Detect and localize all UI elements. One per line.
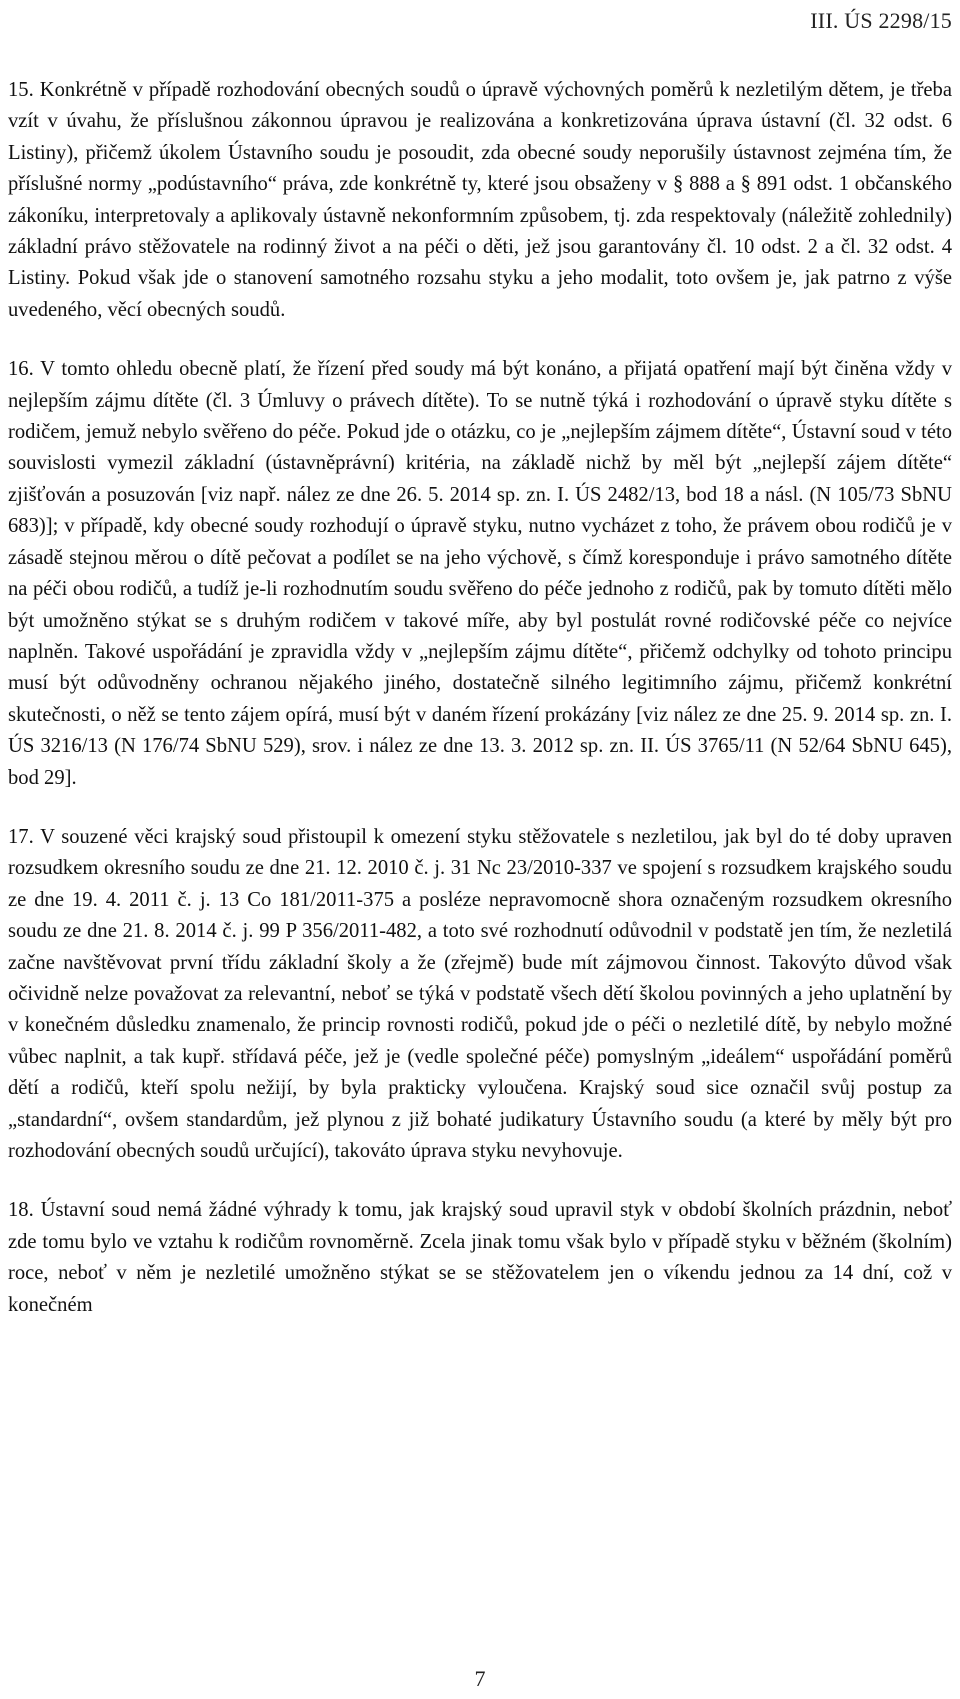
paragraph-number: 15.: [8, 79, 34, 101]
paragraph-text: V souzené věci krajský soud přistoupil k omezení styku stěžovatele s nezletilou, jak byl do té doby upraven rozsudkem okresního soudu ze dne 21. 12. 2010 č. j. 31 Nc 23/2010-337 ve spojení s rozsudkem krajského soudu ze dne 19. 4. 2011 č. j. 13 Co 181/2011-375 a posléze nepravomocně shora označeným rozsudkem okresního soudu ze dne 21. 8. 2014 č. j. 99 P 356/2011-482, a toto své rozhodnutí odůvodnil v podstatě jen tím, že nezletilá začne navštěvovat první třídu základní školy a že (zřejmě) bude mít zájmovou činnost. Takovýto důvod však očividně nelze považovat za relevantní, neboť se týká v podstatě všech dětí školou povinných a jeho uplatnění by v konečném důsledku znamenalo, že princip rovnosti rodičů, pokud jde o péči o nezletilé dítě, by nebylo možné vůbec naplnit, a tak kupř. střídavá péče, jež je (vedle společné péče) pomyslným „ideálem“ uspořádání poměrů dětí a rodičů, kteří spolu nežijí, by byla prakticky vyloučena. Krajský soud sice označil svůj postup za „standardní“, ovšem standardům, jež plynou z již bohaté judikatury Ústavního soudu (a které by měly být pro rozhodování obecných soudů určující), takováto úprava styku nevyhovuje.: [8, 825, 953, 1162]
page-number: 7: [474, 1666, 486, 1691]
paragraph-number: 18.: [8, 1199, 34, 1222]
paragraph-text: V tomto ohledu obecně platí, že řízení před soudy má být konáno, a přijatá opatření mají být činěna vždy v nejlepším zájmu dítěte (čl. 3 Úmluvy o právech dítěte). To se nutně týká i rozhodování o úpravě styku dítěte s rodičem, jemuž nebylo svěřeno do péče. Pokud jde o otázku, co je „nejlepším zájmem dítěte“, Ústavní soud v této souvislosti vymezil základní (ústavněprávní) kritéria, na základě nichž by měl být „nejlepší zájem dítěte“ zjišťován a posuzován [viz např. nález ze dne 26. 5. 2014 sp. zn. I. ÚS 2482/13, bod 18 a násl. (N 105/73 SbNU 683)]; v případě, kdy obecné soudy rozhodují o úpravě styku, nutno vycházet z toho, že právem obou rodičů je v zásadě stejnou měrou o dítě pečovat a podílet se na jeho výchově, s čímž koresponduje i právo samotného dítěte na péči obou rodičů, a tudíž je-li rozhodnutím soudu svěřeno do péče jednoho z rodičů, pak by tomuto dítěti mělo být umožněno stýkat se s druhým rodičem v takové míře, aby byl postulát rovné rodičovské péče co nejvíce naplněn. Takové uspořádání je zpravidla vždy v „nejlepším zájmu dítěte“, přičemž odchylky od tohoto principu musí být odůvodněny ochranou nějakého jiného, dostatečně silného legitimního zájmu, přičemž konkrétní skutečnosti, o něž se tento zájem opírá, musí být v daném řízení prokázány [viz nález ze dne 25. 9. 2014 sp. zn. I. ÚS 3216/13 (N 176/74 SbNU 529), srov. i nález ze dne 13. 3. 2012 sp. zn. II. ÚS 3765/11 (N 52/64 SbNU 645), bod 29].: [8, 358, 952, 789]
paragraph-18: [8, 1195, 952, 1321]
paragraph-17: [8, 822, 952, 1167]
paragraph-15: [8, 75, 952, 326]
paragraph-text: Konkrétně v případě rozhodování obecných soudů o úpravě výchovných poměrů k nezletilým dětem, je třeba vzít v úvahu, že příslušnou zákonnou úpravou je realizována a konkretizována úprava ústavní (čl. 32 odst. 6 Listiny), přičemž úkolem Ústavního soudu je posoudit, zda obecné soudy neporušily ústavnost zejména tím, že příslušné normy „podústavního“ práva, zde konkrétně ty, které jsou obsaženy v § 888 a § 891 odst. 1 občanského zákoníku, interpretovaly a aplikovaly ústavně nekonformním způsobem, tj. zda respektovaly (náležitě zohlednily) základní právo stěžovatele na rodinný život a na péči o děti, jež jsou garantovány čl. 10 odst. 2 a čl. 32 odst. 4 Listiny. Pokud však jde o stanovení samotného rozsahu styku a jeho modalit, toto ovšem je, jak patrno z výše uvedeného, věcí obecných soudů.: [8, 79, 952, 321]
paragraph-text: Ústavní soud nemá žádné výhrady k tomu, jak krajský soud upravil styk v období školních prázdnin, neboť zde tomu bylo ve vztahu k rodičům rovnoměrně. Zcela jinak tomu však bylo v případě styku v běžném (školním) roce, neboť v něm je nezletilé umožněno stýkat se se stěžovatelem jen o víkendu jednou za 14 dní, což v konečném: [8, 1199, 952, 1316]
paragraph-16: [8, 354, 952, 794]
document-body: [8, 75, 952, 1321]
case-number-header: III. ÚS 2298/15: [810, 8, 952, 33]
paragraph-number: 17.: [8, 825, 34, 848]
paragraph-number: 16.: [8, 358, 34, 381]
